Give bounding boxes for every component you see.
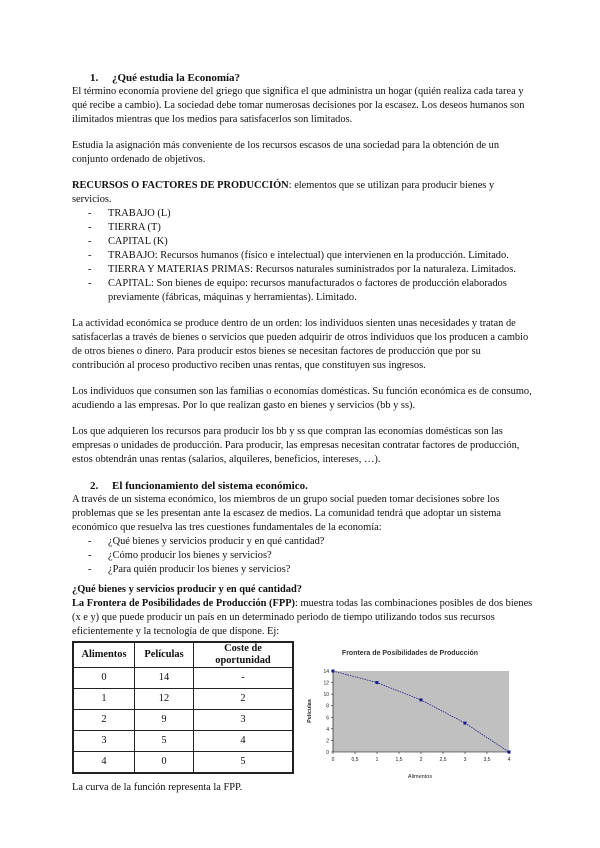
column-header: Películas <box>135 642 194 668</box>
fpp-text: : muestra todas las combinaciones posibles de dos bienes (x e y) que puede producir un país en un determinado periodo de tiempo utilizando todos sus recursos eficientemente y la tecnología de que dispone. Ej: <box>72 598 533 637</box>
section-number: 2. <box>90 480 99 492</box>
cell: 3 <box>194 710 294 731</box>
y-tick-label: 4 <box>326 726 329 733</box>
chart-title: Frontera de Posibilidades de Producción <box>341 650 479 657</box>
data-point <box>508 751 511 754</box>
section-2-heading <box>72 479 534 493</box>
data-point <box>376 681 379 684</box>
section-2 <box>72 479 534 639</box>
y-tick-label: 8 <box>326 703 329 710</box>
section-title: El funcionamiento del sistema económico. <box>112 480 308 492</box>
factors-list <box>72 207 534 305</box>
paragraph: Los que adquieren los recursos para producir los bb y ss que compran las economías domésticas son las empresas o unidades de producción. Para producir, las empresas necesitan contratar factores de producción, estos obtendrán unas rentas (salarios, alquileres, beneficios, intereses, …). <box>72 426 520 465</box>
paragraph: A través de un sistema económico, los miembros de un grupo social pueden tomar decisiones sobre los problemas que se les presentan ante la escasez de medios. La comunidad tendrá que adoptar un sistema económico que resuelva las tres cuestiones fundamentales de la economía: <box>72 494 502 533</box>
column-header: Coste de oportunidad <box>194 642 294 668</box>
cell: 9 <box>135 710 194 731</box>
table-row <box>73 731 293 752</box>
cell: 3 <box>73 731 135 752</box>
section-1 <box>72 71 534 467</box>
table-row <box>73 668 293 689</box>
x-tick-label: 3 <box>463 757 467 763</box>
y-tick-label: 2 <box>326 738 329 745</box>
factors-label: RECURSOS O FACTORES DE PRODUCCIÓN <box>72 180 289 191</box>
paragraph: Los individuos que consumen son las familias o economías domésticas. Su función económica es de consumo, acudiendo a las empresas. Por lo que realizan gasto en bienes y servicios (bb y ss). <box>72 386 532 411</box>
cell: 1 <box>73 689 135 710</box>
x-tick-label: 3,5 <box>483 757 491 763</box>
factors-intro <box>72 179 534 207</box>
list-item: - ¿Qué bienes y servicios producir y en qué cantidad? <box>72 535 534 549</box>
x-axis-label: Alimentos <box>407 774 433 780</box>
y-tick-label: 6 <box>326 715 329 722</box>
paragraph: El término economía proviene del griego que significa el que administra un hogar (quién realiza cada tarea y qué recibe a cambio). La sociedad debe tomar numerosas decisiones por la escasez. Los deseos humanos son ilimitados mientras que los medios para satisfacerlos son limitados. <box>72 86 525 125</box>
data-point <box>420 698 423 701</box>
column-header: Alimentos <box>73 642 135 668</box>
x-tick-label: 1 <box>375 757 379 763</box>
figure-row <box>72 641 534 781</box>
cell: 5 <box>194 752 294 774</box>
section-number: 1. <box>90 72 99 84</box>
fpp-table <box>72 641 294 774</box>
section-1-heading <box>72 71 534 85</box>
list-item: - CAPITAL (K) <box>72 235 534 249</box>
cell: 2 <box>73 710 135 731</box>
subheading: ¿Qué bienes y servicios producir y en qué cantidad? <box>72 584 302 595</box>
cell: 4 <box>194 731 294 752</box>
data-point <box>464 722 467 725</box>
table-row <box>73 752 293 774</box>
x-tick-label: 0 <box>331 757 335 763</box>
x-tick-label: 1,5 <box>395 757 403 763</box>
fpp-paragraph <box>72 597 534 639</box>
data-point <box>332 670 335 673</box>
list-item: - TRABAJO (L) <box>72 207 534 221</box>
list-item: - ¿Para quién producir los bienes y servicios? <box>72 563 534 577</box>
cell: 0 <box>135 752 194 774</box>
x-tick-label: 0,5 <box>351 757 359 763</box>
cell: 2 <box>194 689 294 710</box>
table-header-row <box>73 642 293 668</box>
x-tick-label: 2,5 <box>439 757 447 763</box>
cell: 14 <box>135 668 194 689</box>
caption: La curva de la función representa la FPP. <box>72 782 243 793</box>
cell: - <box>194 668 294 689</box>
table-row <box>73 710 293 731</box>
x-tick-label: 4 <box>507 757 511 763</box>
list-item: - TIERRA (T) <box>72 221 534 235</box>
cell: 0 <box>73 668 135 689</box>
list-item: - TIERRA Y MATERIAS PRIMAS: Recursos naturales suministrados por la naturaleza. Limitados. <box>72 263 534 277</box>
y-tick-label: 14 <box>323 669 329 675</box>
table-row <box>73 689 293 710</box>
fpp-chart <box>303 641 518 781</box>
fpp-label: La Frontera de Posibilidades de Producción (FPP) <box>72 598 296 609</box>
y-axis-label: Películas <box>307 699 313 723</box>
paragraph: Estudia la asignación más conveniente de los recursos escasos de una sociedad para la obtención de un conjunto ordenado de objetivos. <box>72 140 500 165</box>
x-tick-label: 2 <box>419 757 423 763</box>
y-tick-label: 12 <box>323 680 329 687</box>
factors-text: : elementos que se utilizan para producir bienes y servicios. <box>72 180 495 205</box>
y-tick-label: 0 <box>326 750 329 756</box>
section-title: ¿Qué estudia la Economía? <box>112 72 241 84</box>
list-item: - TRABAJO: Recursos humanos (físico e intelectual) que intervienen en la producción. Limitado. <box>72 249 534 263</box>
questions-list <box>72 535 534 577</box>
cell: 12 <box>135 689 194 710</box>
cell: 5 <box>135 731 194 752</box>
plot-area <box>333 671 509 752</box>
cell: 4 <box>73 752 135 774</box>
list-item: - ¿Cómo producir los bienes y servicios? <box>72 549 534 563</box>
paragraph: La actividad económica se produce dentro de un orden: los individuos sienten unas necesidades y tratan de satisfacerlas a través de bienes o servicios que pueden adquirir de otros individuos que los producen a cambio de otros bienes o dinero. Para producir estos bienes se necesitan factores de producción que por su contribución al proceso productivo reciben unas rentas, que constituyen sus ingresos. <box>72 318 529 371</box>
list-item: - CAPITAL: Son bienes de equipo: recursos manufacturados o factores de producción elaborados previamente (fábricas, máquinas y herramientas). Limitado. <box>72 277 534 305</box>
y-tick-label: 10 <box>323 692 329 699</box>
